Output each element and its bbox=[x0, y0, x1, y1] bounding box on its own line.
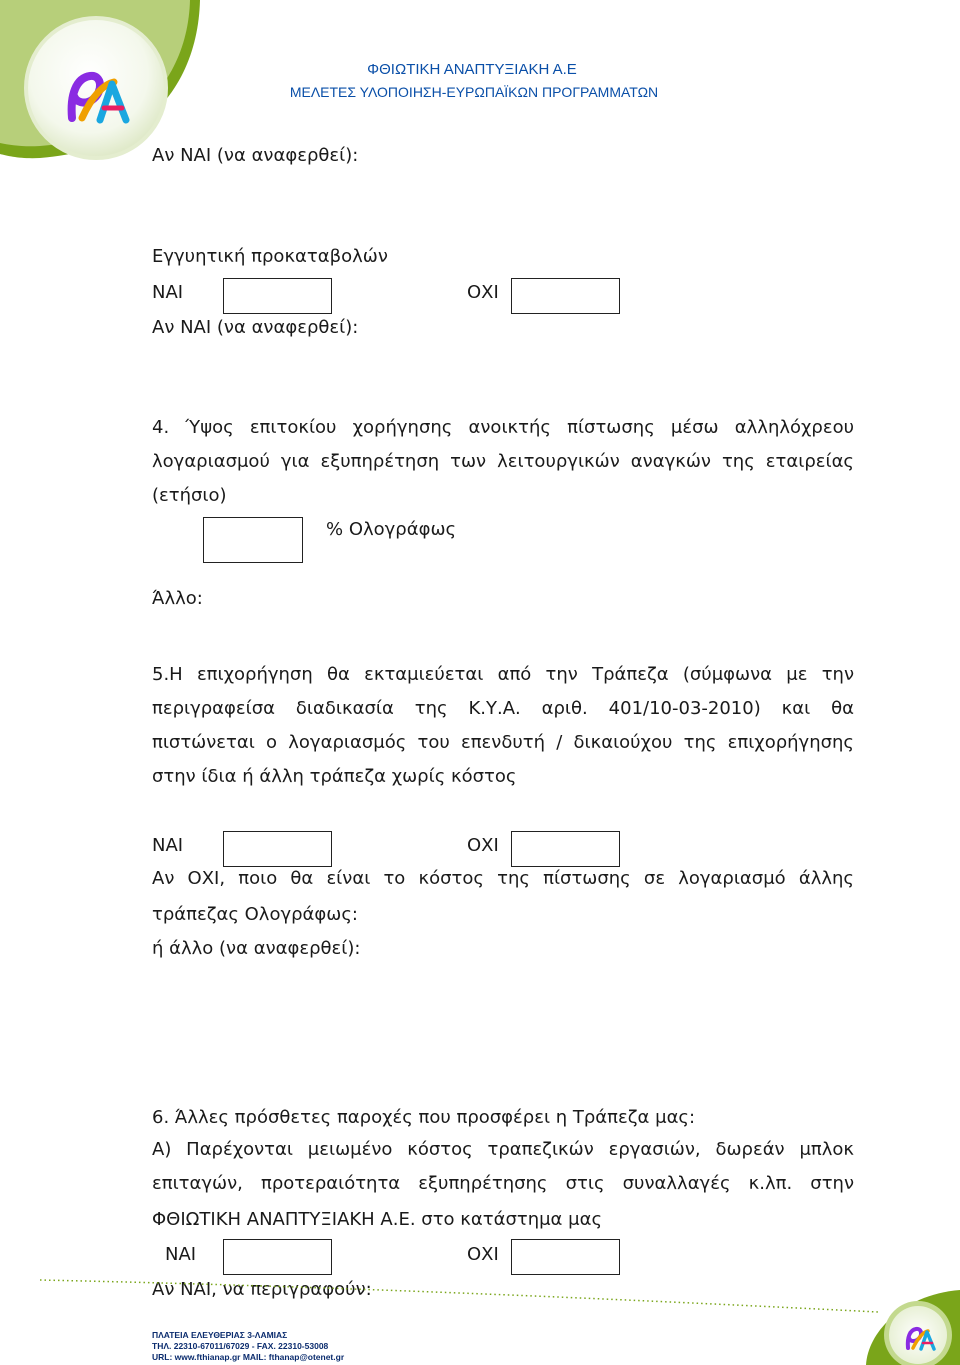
guarantee-yes-box[interactable] bbox=[223, 278, 332, 314]
q5-line-4: στην ίδια ή άλλη τράπεζα χωρίς κόστος bbox=[152, 766, 517, 787]
guarantee-title: Εγγυητική προκαταβολών bbox=[152, 246, 388, 267]
top-if-yes-label: Αν ΝΑΙ (να αναφερθεί): bbox=[152, 145, 359, 166]
q4-line-1: 4. Ύψος επιτοκίου χορήγησης ανοικτής πίστωσης μέσω αλληλόχρεου bbox=[152, 417, 854, 438]
q5-if-no-line-1: Αν ΟΧΙ, ποιο θα είναι το κόστος της πίστωσης σε λογαριασμό άλλης bbox=[152, 868, 854, 889]
footer-web: URL: www.fthianap.gr MAIL: fthanap@otenet.gr bbox=[152, 1352, 345, 1362]
q6-no-box[interactable] bbox=[511, 1239, 620, 1275]
q4-percent-label: % Ολογράφως bbox=[326, 519, 457, 540]
header-logo-graphic bbox=[0, 0, 200, 160]
footer-logo-graphic bbox=[866, 1290, 960, 1365]
q4-line-2: λογαριασμού για εξυπηρέτηση των λειτουργικών αναγκών της εταιρείας bbox=[152, 451, 854, 472]
guarantee-no-box[interactable] bbox=[511, 278, 620, 314]
q5-line-1: 5.Η επιχορήγηση θα εκταμιεύεται από την Τράπεζα (σύμφωνα με την bbox=[152, 664, 854, 685]
q5-yes-label: ΝΑΙ bbox=[152, 835, 184, 856]
q5-no-label: ΟΧΙ bbox=[467, 835, 499, 856]
q6-yes-box[interactable] bbox=[223, 1239, 332, 1275]
header-subtitle: ΜΕΛΕΤΕΣ ΥΛΟΠΟΙΗΣΗ-ΕΥΡΩΠΑΪΚΩΝ ΠΡΟΓΡΑΜΜΑΤΩΝ bbox=[289, 84, 659, 100]
q6-title: 6. Άλλες πρόσθετες παροχές που προσφέρει η Τράπεζα μας: bbox=[152, 1107, 696, 1128]
q5-if-no-line-2: τράπεζας Ολογράφως: bbox=[152, 904, 358, 925]
q4-line-3: (ετήσιο) bbox=[152, 485, 227, 506]
q5-other-label: ή άλλο (να αναφερθεί): bbox=[152, 938, 361, 959]
q6-line-2: επιταγών, προτεραιότητα εξυπηρέτησης στις συναλλαγές κ.λπ. στην bbox=[152, 1173, 854, 1194]
q6-if-yes-label: Αν ΝΑΙ, να περιγραφούν: bbox=[152, 1279, 372, 1300]
guarantee-no-label: ΟΧΙ bbox=[467, 282, 499, 303]
q6-line-3: ΦΘΙΩΤΙΚΗ ΑΝΑΠΤΥΞΙΑΚΗ Α.Ε. στο κατάστημα μας bbox=[152, 1209, 603, 1230]
q6-no-label: ΟΧΙ bbox=[467, 1244, 499, 1265]
footer-address: ΠΛΑΤΕΙΑ ΕΛΕΥΘΕΡΙΑΣ 3-ΛΑΜΙΑΣ bbox=[152, 1330, 288, 1340]
footer-divider bbox=[40, 1278, 880, 1318]
footer-phone: ΤΗΛ. 22310-67011/67029 - FAX. 22310-53008 bbox=[152, 1341, 329, 1351]
q4-percent-box[interactable] bbox=[203, 517, 303, 563]
q5-line-2: περιγραφείσα διαδικασία της Κ.Υ.Α. αριθ. 401/10-03-2010) και θα bbox=[152, 698, 854, 719]
guarantee-yes-label: ΝΑΙ bbox=[152, 282, 184, 303]
header-company: ΦΘΙΩΤΙΚΗ ΑΝΑΠΤΥΞΙΑΚΗ Α.Ε bbox=[367, 61, 577, 78]
guarantee-if-yes-label: Αν ΝΑΙ (να αναφερθεί): bbox=[152, 317, 359, 338]
q4-other-label: Άλλο: bbox=[152, 588, 203, 609]
q6-yes-label: ΝΑΙ bbox=[165, 1244, 197, 1265]
q6-line-1: Α) Παρέχονται μειωμένο κόστος τραπεζικών εργασιών, δωρεάν μπλοκ bbox=[152, 1139, 854, 1160]
q5-line-3: πιστώνεται ο λογαριασμός του επενδυτή / δικαιούχου της επιχορήγησης bbox=[152, 732, 854, 753]
